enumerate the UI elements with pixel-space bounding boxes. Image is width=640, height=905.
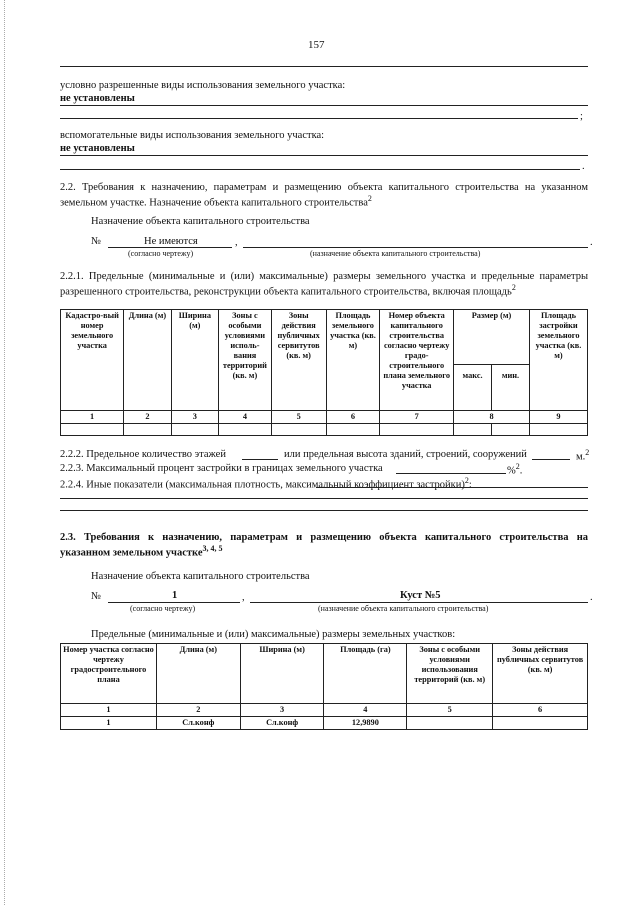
col-number: 4 xyxy=(219,411,272,424)
section-2-3-line1: 2.3. Требования к назначению, параметрам и размещению объекта капитального строительства на xyxy=(60,532,588,543)
underline xyxy=(242,459,278,460)
header-width: Ширина (м) xyxy=(171,310,218,411)
caption-drawing: (согласно чертежу) xyxy=(130,604,196,613)
empty-cell xyxy=(61,424,124,436)
header-plot-number: Номер участка согласно чертежу градостроительного плана xyxy=(61,644,157,704)
number-sign: № xyxy=(91,236,102,247)
permitted-use-label: условно разрешенные виды использования земельного участка: xyxy=(60,80,346,91)
empty-cell xyxy=(171,424,218,436)
unit-percent: % xyxy=(507,465,516,477)
col-number: 4 xyxy=(324,704,407,717)
divider xyxy=(60,66,588,67)
end-mark: . xyxy=(582,161,585,172)
header-max: макс. xyxy=(454,365,492,411)
number-sign: № xyxy=(91,591,102,602)
underline xyxy=(532,459,570,460)
section-2-2-1-line1: 2.2.1. Предельные (минимальные и (или) максимальные) размеры земельного участка и предельные параметры xyxy=(60,271,588,282)
auxiliary-use-value: не установлены xyxy=(60,143,135,154)
col-number: 3 xyxy=(240,704,324,717)
header-size: Размер (м) xyxy=(454,310,530,365)
header-object-number: Номер объекта капитального строительства согласно чертежу градо-строительного плана земельного участка xyxy=(380,310,454,411)
footnote-sup: 2 xyxy=(511,283,516,292)
underline xyxy=(60,155,588,156)
cell-plot-number: 1 xyxy=(61,717,157,730)
purpose-label: Назначение объекта капитального строительства xyxy=(91,216,310,227)
header-min: мин. xyxy=(492,365,530,411)
permitted-use-value: не установлены xyxy=(60,93,135,104)
object-number-value: Не имеются xyxy=(144,236,198,247)
table-row xyxy=(61,717,588,730)
object-purpose-value: Куст №5 xyxy=(400,590,441,601)
underline xyxy=(60,498,588,499)
cell-zones xyxy=(407,717,493,730)
empty-cell xyxy=(326,424,380,436)
section-2-2-2-a: 2.2.2. Предельное количество этажей xyxy=(60,449,226,460)
underline xyxy=(60,118,578,119)
header-servitudes: Зоны действия публичных сервитутов (кв. м) xyxy=(493,644,588,704)
object-number-value: 1 xyxy=(172,590,178,601)
dot: . xyxy=(590,237,593,248)
col-number: 6 xyxy=(493,704,588,717)
header-building-area: Площадь застройки земельного участка (кв. м) xyxy=(529,310,587,411)
footnote-sup: 2 xyxy=(367,194,372,203)
col-number: 8 xyxy=(454,411,530,424)
empty-cell xyxy=(124,424,171,436)
header-servitudes: Зоны действия публичных сервитутов (кв. м) xyxy=(271,310,326,411)
footnote-sup: 3, 4, 5 xyxy=(202,544,223,553)
header-width: Ширина (м) xyxy=(240,644,324,704)
limits-table xyxy=(60,309,588,436)
header-length: Длина (м) xyxy=(156,644,240,704)
footnote-sup: 2 xyxy=(464,476,469,485)
footnote-sup: 2 xyxy=(585,448,590,457)
caption-purpose: (назначение объекта капитального строительства) xyxy=(318,604,489,613)
empty-cell xyxy=(454,424,492,436)
caption-purpose: (назначение объекта капитального строительства) xyxy=(310,249,481,258)
plots-table xyxy=(60,643,588,730)
section-2-2-3: 2.2.3. Максимальный процент застройки в границах земельного участка xyxy=(60,463,383,474)
underline xyxy=(316,487,588,488)
cell-area: 12,9890 xyxy=(324,717,407,730)
page-edge xyxy=(4,0,5,905)
header-zones: Зоны с особыми условиями использования территорий (кв. м) xyxy=(407,644,493,704)
caption-drawing: (согласно чертежу) xyxy=(128,249,194,258)
cell-width: Сл.конф xyxy=(240,717,324,730)
section-2-2-line1: 2.2. Требования к назначению, параметрам и размещению объекта капитального строительства на указанном xyxy=(60,182,588,193)
underline xyxy=(60,510,588,511)
end-mark: . xyxy=(519,465,523,477)
header-area: Площадь земельного участка (кв. м) xyxy=(326,310,380,411)
purpose-label: Назначение объекта капитального строительства xyxy=(91,571,310,582)
section-2-2-line2: земельном участке. Назначение объекта капитального строительства xyxy=(60,197,368,209)
col-number: 1 xyxy=(61,411,124,424)
header-area: Площадь (га) xyxy=(324,644,407,704)
footnote-sup: 2 xyxy=(515,462,520,471)
cell-length: Сл.конф xyxy=(156,717,240,730)
underline xyxy=(250,602,588,603)
end-mark: ; xyxy=(580,111,583,122)
underline xyxy=(108,602,240,603)
col-number: 1 xyxy=(61,704,157,717)
unit-meters: м. xyxy=(576,451,586,463)
header-cadastral: Кадастро-вый номер земельного участка xyxy=(61,310,124,411)
col-number: 2 xyxy=(156,704,240,717)
empty-cell xyxy=(492,424,530,436)
section-2-2-2-b: или предельная высота зданий, строений, сооружений xyxy=(284,449,527,460)
auxiliary-use-label: вспомогательные виды использования земельного участка: xyxy=(60,130,325,141)
empty-cell xyxy=(529,424,587,436)
underline xyxy=(60,105,588,106)
empty-cell xyxy=(219,424,272,436)
header-zones: Зоны с особыми условиями исполь-вания территорий (кв. м) xyxy=(219,310,272,411)
underline xyxy=(108,247,232,248)
section-2-2-4: 2.2.4. Иные показатели (максимальная плотность, максимальный коэффициент застройки) xyxy=(60,479,465,491)
underline xyxy=(396,473,506,474)
page-number: 157 xyxy=(308,39,325,51)
underline xyxy=(60,169,580,170)
empty-cell xyxy=(380,424,454,436)
col-number: 5 xyxy=(271,411,326,424)
col-number: 9 xyxy=(529,411,587,424)
col-number: 6 xyxy=(326,411,380,424)
comma: , xyxy=(235,237,238,248)
header-length: Длина (м) xyxy=(124,310,171,411)
dot: . xyxy=(590,592,593,603)
empty-cell xyxy=(271,424,326,436)
end-mark: : xyxy=(468,479,472,491)
section-2-3-line2: указанном земельном участке xyxy=(60,547,203,559)
cell-servitudes xyxy=(493,717,588,730)
col-number: 3 xyxy=(171,411,218,424)
col-number: 5 xyxy=(407,704,493,717)
col-number: 7 xyxy=(380,411,454,424)
limits-label: Предельные (минимальные и (или) максимальные) размеры земельных участков: xyxy=(91,629,456,640)
underline xyxy=(243,247,588,248)
comma: , xyxy=(242,592,245,603)
col-number: 2 xyxy=(124,411,171,424)
section-2-2-1-line2: разрешенного строительства, реконструкции объекта капитального строительства, включая площадь xyxy=(60,286,512,298)
